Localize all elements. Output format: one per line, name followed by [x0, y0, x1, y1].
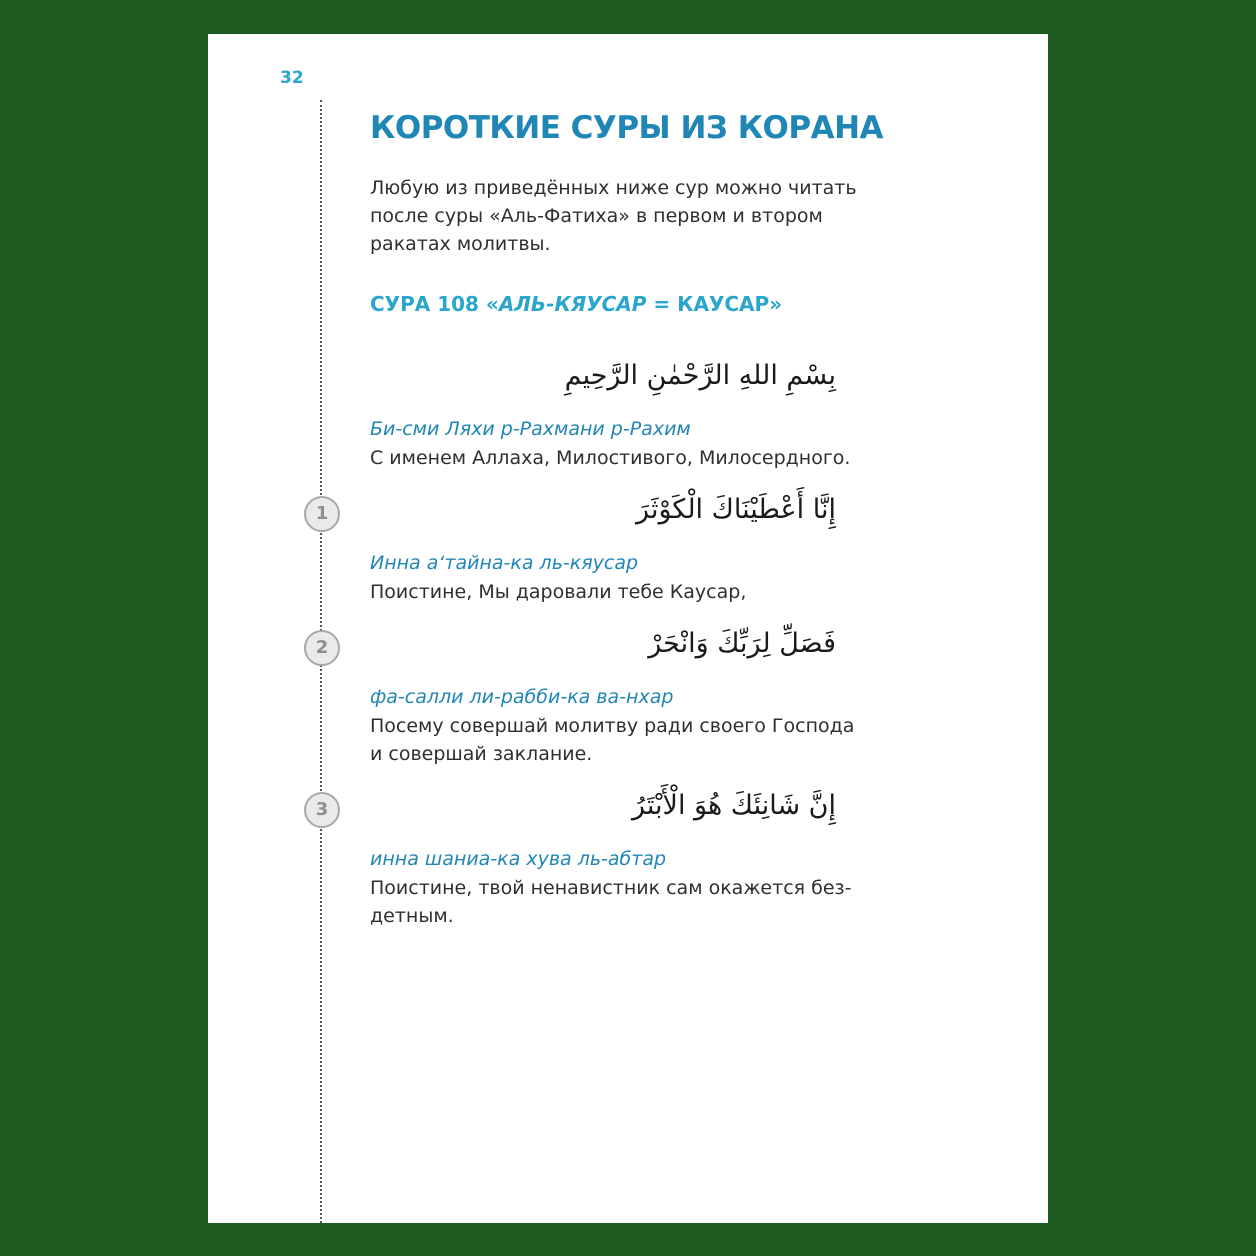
basmala-transliteration: Би-сми Ляхи р-Рахмани р-Рахим: [370, 418, 691, 440]
verse-number-badge: 3: [304, 792, 340, 828]
verse-2-transliteration: фа-салли ли-рабби-ка ва-нхар: [370, 686, 674, 708]
verse-1-transliteration: Инна аʻтайна-ка ль-кяусар: [370, 552, 639, 574]
page-number: 32: [280, 68, 304, 88]
basmala-translation: [370, 444, 890, 472]
basmala-arabic: بِسْمِ اللهِ الرَّحْمٰنِ الرَّحِيمِ: [564, 360, 836, 391]
translation-line: детным.: [370, 905, 454, 927]
verse-2-translation: [370, 712, 890, 768]
verse-number-badge: 1: [304, 496, 340, 532]
translation-line: Поистине, Мы даровали тебе Каусар,: [370, 581, 747, 603]
verse-3-translation: [370, 874, 890, 930]
sura-heading: [370, 292, 782, 316]
verse-2-arabic: فَصَلِّ لِرَبِّكَ وَانْحَرْ: [648, 628, 836, 659]
verse-1-arabic: إِنَّا أَعْطَيْنَاكَ الْكَوْثَرَ: [636, 494, 836, 525]
translation-line: и совершай заклание.: [370, 743, 593, 765]
verse-number-badge: 2: [304, 630, 340, 666]
sura-heading-name: АЛЬ-КЯУСАР: [498, 292, 647, 316]
translation-line: С именем Аллаха, Милостивого, Милосердного.: [370, 447, 851, 469]
intro-line: после суры «Аль-Фатиха» в первом и втором: [370, 205, 823, 227]
verse-3-arabic: إِنَّ شَانِئَكَ هُوَ الْأَبْتَرُ: [632, 790, 836, 821]
translation-line: Посему совершай молитву ради своего Господа: [370, 715, 855, 737]
sura-heading-prefix: СУРА 108 «: [370, 292, 499, 316]
page-title: КОРОТКИЕ СУРЫ ИЗ КОРАНА: [370, 110, 884, 146]
translation-line: Поистине, твой ненавистник сам окажется без-: [370, 877, 852, 899]
book-page: [208, 34, 1048, 1223]
intro-paragraph: [370, 174, 870, 258]
intro-line: ракатах молитвы.: [370, 233, 551, 255]
sura-heading-suffix: = КАУСАР»: [646, 292, 783, 316]
intro-line: Любую из приведённых ниже сур можно читать: [370, 177, 857, 199]
verse-1-translation: [370, 578, 890, 606]
verse-3-transliteration: инна шаниа-ка хува ль-абтар: [370, 848, 667, 870]
